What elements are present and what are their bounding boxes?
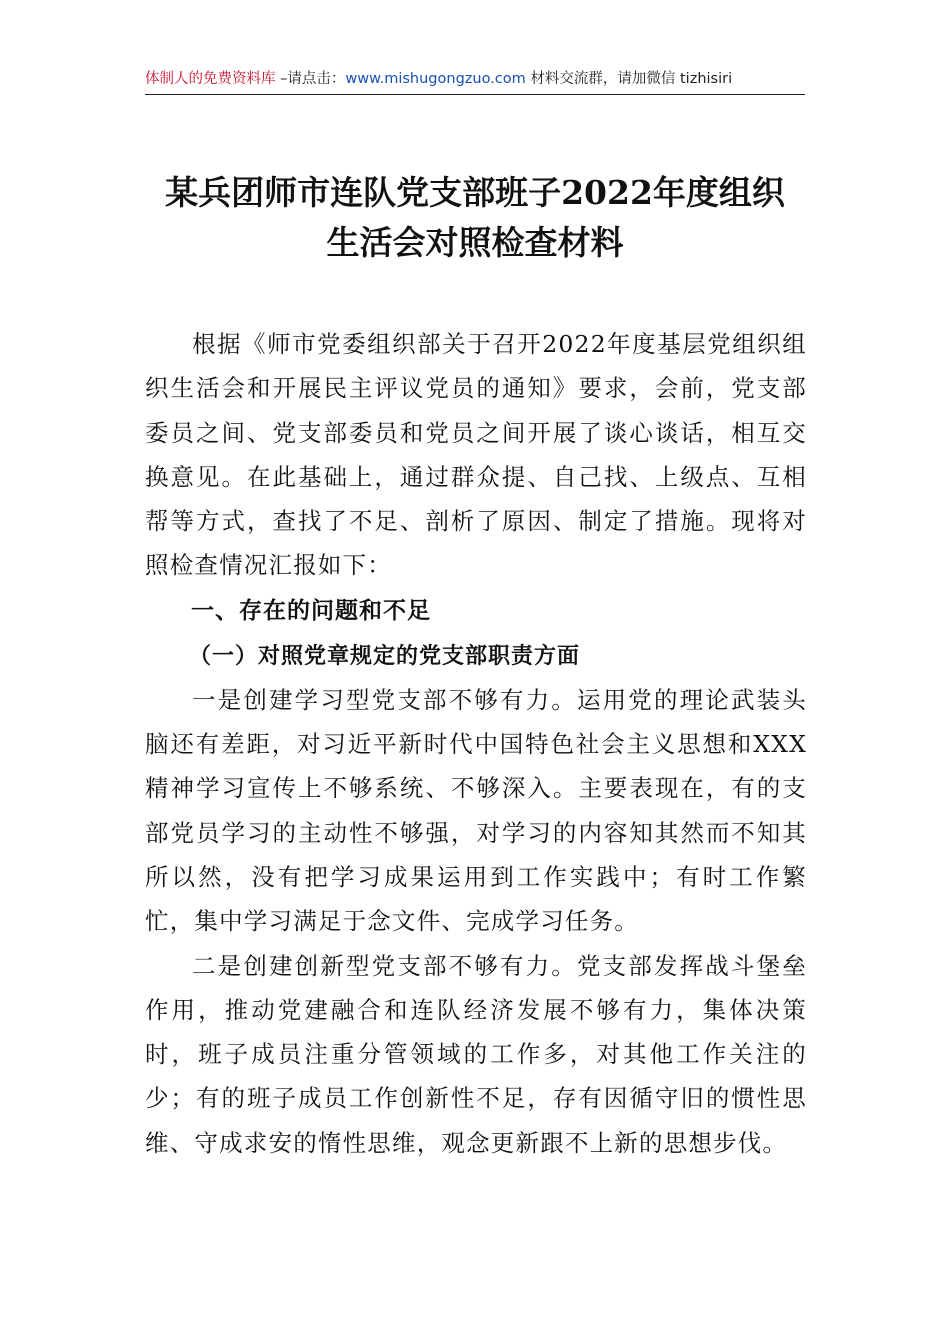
section-heading-1: 一、存在的问题和不足 [191, 597, 431, 624]
header-contact: 材料交流群，请加微信 tizhisiri [525, 71, 733, 87]
header-prompt: –请点击： [275, 71, 346, 87]
document-title [140, 168, 810, 268]
document-body [145, 322, 807, 1165]
page-header [145, 68, 805, 95]
body-paragraph-2: 二是创建创新型党支部不够有力。党支部发挥战斗堡垒作用，推动党建融合和连队经济发展不够有力，集体决策时，班子成员注重分管领域的工作多，对其他工作关注的少；有的班子成员工作创新性不足，存有因循守旧的惯性思维、守成求安的惰性思维，观念更新跟不上新的思想步伐。 [145, 951, 807, 1157]
header-website-link[interactable]: www.mishugongzuo.com [345, 71, 526, 87]
intro-paragraph: 根据《师市党委组织部关于召开2022年度基层党组织组织生活会和开展民主评议党员的通知》要求，会前，党支部委员之间、党支部委员和党员之间开展了谈心谈话，相互交换意见。在此基础上，通过群众提、自己找、上级点、互相帮等方式，查找了不足、剖析了原因、制定了措施。现将对照检查情况汇报如下： [145, 330, 807, 580]
body-paragraph-1: 一是创建学习型党支部不够有力。运用党的理论武装头脑还有差距，对习近平新时代中国特色社会主义思想和XXX精神学习宣传上不够系统、不够深入。主要表现在，有的支部党员学习的主动性不够强，对学习的内容知其然而不知其所以然，没有把学习成果运用到工作实践中；有时工作繁忙，集中学习满足于念文件、完成学习任务。 [145, 685, 807, 936]
title-line-2: 生活会对照检查材料 [326, 223, 624, 262]
header-brand: 体制人的免费资料库 [145, 71, 276, 87]
subsection-heading-1: （一）对照党章规定的党支部职责方面 [189, 642, 581, 669]
title-line-1: 某兵团师市连队党支部班子2022年度组织 [165, 173, 785, 212]
